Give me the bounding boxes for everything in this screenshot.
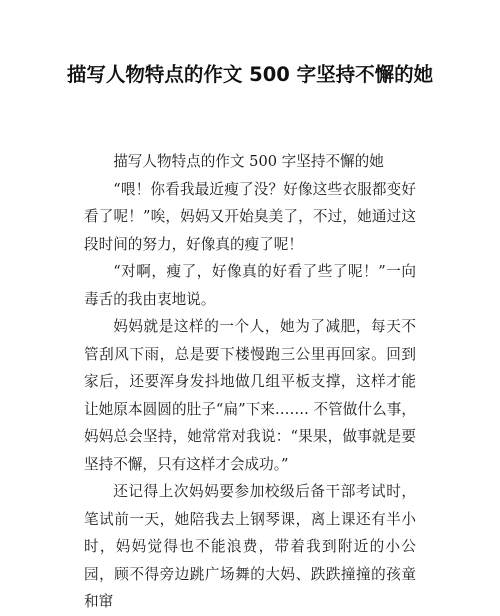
paragraph: 妈妈就是这样的一个人，她为了减肥，每天不管刮风下雨，总是要下楼慢跑三公里再回家。回到家后，还要浑身发抖地做几组平板支撑，这样才能让她原本圆圆的肚子“扁”下来……. 不管做什么事，妈妈总会坚持，她常常对我说：“果果，做事就是要坚持不懈，只有这样才会成功。” — [84, 318, 416, 473]
paragraph: “对啊，瘦了，好像真的好看了些了呢！”一向毒舌的我由衷地说。 — [84, 263, 416, 308]
paragraph: 描写人物特点的作文 500 字坚持不懈的她 — [113, 153, 384, 170]
document-title: 描写人物特点的作文 500 字坚持不懈的她 — [66, 63, 434, 86]
document-body — [84, 148, 416, 616]
paragraph: 还记得上次妈妈要参加校级后备干部考试时，笔试前一天，她陪我去上钢琴课，离上课还有半小时，妈妈觉得也不能浪费，带着我到附近的小公园，顾不得旁边跳广场舞的大妈、跌跌撞撞的孩童和窜 — [84, 483, 416, 610]
paragraph: “喂！你看我最近瘦了没？好像这些衣服都变好看了呢！”唉，妈妈又开始臭美了，不过，她通过这段时间的努力，好像真的瘦了呢！ — [84, 180, 416, 253]
